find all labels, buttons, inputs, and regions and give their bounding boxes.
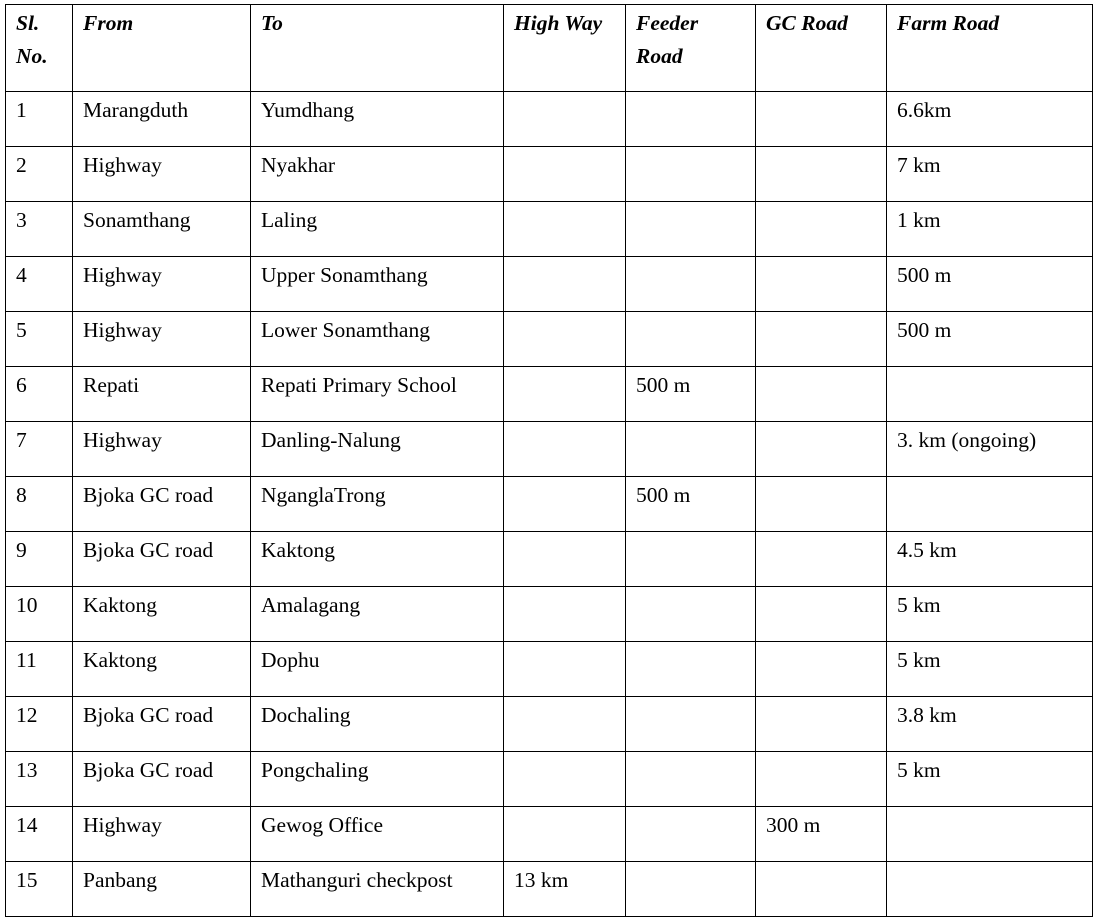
- cell-no: 2: [6, 147, 73, 202]
- cell-feeder-road: [626, 92, 756, 147]
- table-row: [6, 202, 1093, 257]
- table-row: [6, 312, 1093, 367]
- cell-highway: [504, 752, 626, 807]
- cell-no: 10: [6, 587, 73, 642]
- cell-no: 3: [6, 202, 73, 257]
- cell-gc-road: [756, 312, 887, 367]
- cell-feeder-road: [626, 587, 756, 642]
- table-row: [6, 587, 1093, 642]
- cell-no: 1: [6, 92, 73, 147]
- header-row: [6, 5, 1093, 92]
- cell-from: Highway: [73, 807, 251, 862]
- cell-highway: [504, 422, 626, 477]
- cell-highway: [504, 257, 626, 312]
- cell-from: Repati: [73, 367, 251, 422]
- cell-from: Highway: [73, 147, 251, 202]
- cell-farm-road: 5 km: [887, 752, 1093, 807]
- header-gc-road: GC Road: [756, 5, 887, 92]
- cell-from: Bjoka GC road: [73, 532, 251, 587]
- cell-to: Nyakhar: [251, 147, 504, 202]
- cell-highway: [504, 697, 626, 752]
- table-row: [6, 642, 1093, 697]
- cell-farm-road: 5 km: [887, 642, 1093, 697]
- cell-farm-road: 500 m: [887, 312, 1093, 367]
- cell-gc-road: [756, 202, 887, 257]
- table-row: [6, 862, 1093, 917]
- cell-feeder-road: [626, 147, 756, 202]
- header-sl-no: Sl. No.: [6, 5, 73, 92]
- table-row: [6, 92, 1093, 147]
- cell-no: 9: [6, 532, 73, 587]
- cell-gc-road: [756, 257, 887, 312]
- cell-feeder-road: [626, 422, 756, 477]
- cell-to: Danling-Nalung: [251, 422, 504, 477]
- header-to: To: [251, 5, 504, 92]
- cell-feeder-road: 500 m: [626, 367, 756, 422]
- cell-no: 11: [6, 642, 73, 697]
- cell-gc-road: [756, 697, 887, 752]
- cell-highway: [504, 367, 626, 422]
- cell-farm-road: [887, 477, 1093, 532]
- header-feeder-road: Feeder Road: [626, 5, 756, 92]
- cell-to: Mathanguri checkpost: [251, 862, 504, 917]
- cell-feeder-road: 500 m: [626, 477, 756, 532]
- cell-no: 4: [6, 257, 73, 312]
- cell-feeder-road: [626, 312, 756, 367]
- cell-no: 7: [6, 422, 73, 477]
- cell-to: Upper Sonamthang: [251, 257, 504, 312]
- cell-to: Yumdhang: [251, 92, 504, 147]
- cell-to: Dochaling: [251, 697, 504, 752]
- table-row: [6, 147, 1093, 202]
- cell-no: 14: [6, 807, 73, 862]
- cell-highway: [504, 642, 626, 697]
- cell-highway: [504, 312, 626, 367]
- cell-farm-road: 3.8 km: [887, 697, 1093, 752]
- cell-gc-road: [756, 862, 887, 917]
- cell-highway: [504, 202, 626, 257]
- cell-from: Highway: [73, 312, 251, 367]
- cell-to: Dophu: [251, 642, 504, 697]
- cell-gc-road: [756, 422, 887, 477]
- table-body: [6, 92, 1093, 917]
- cell-to: Repati Primary School: [251, 367, 504, 422]
- cell-farm-road: 7 km: [887, 147, 1093, 202]
- cell-gc-road: [756, 477, 887, 532]
- cell-highway: [504, 92, 626, 147]
- cell-from: Highway: [73, 422, 251, 477]
- table-row: [6, 697, 1093, 752]
- roads-table: [5, 4, 1093, 917]
- cell-feeder-road: [626, 807, 756, 862]
- cell-farm-road: 3. km (ongoing): [887, 422, 1093, 477]
- cell-farm-road: 1 km: [887, 202, 1093, 257]
- cell-farm-road: [887, 807, 1093, 862]
- cell-from: Kaktong: [73, 587, 251, 642]
- cell-farm-road: [887, 367, 1093, 422]
- cell-no: 6: [6, 367, 73, 422]
- cell-highway: 13 km: [504, 862, 626, 917]
- cell-feeder-road: [626, 697, 756, 752]
- cell-from: Highway: [73, 257, 251, 312]
- cell-highway: [504, 147, 626, 202]
- cell-from: Bjoka GC road: [73, 697, 251, 752]
- cell-farm-road: 500 m: [887, 257, 1093, 312]
- header-highway: High Way: [504, 5, 626, 92]
- cell-to: Lower Sonamthang: [251, 312, 504, 367]
- cell-highway: [504, 477, 626, 532]
- table-row: [6, 257, 1093, 312]
- cell-farm-road: 6.6km: [887, 92, 1093, 147]
- table-row: [6, 422, 1093, 477]
- table-row: [6, 367, 1093, 422]
- cell-gc-road: [756, 532, 887, 587]
- cell-no: 12: [6, 697, 73, 752]
- cell-gc-road: [756, 367, 887, 422]
- cell-from: Sonamthang: [73, 202, 251, 257]
- cell-feeder-road: [626, 257, 756, 312]
- cell-to: Pongchaling: [251, 752, 504, 807]
- cell-highway: [504, 807, 626, 862]
- cell-no: 13: [6, 752, 73, 807]
- cell-farm-road: 5 km: [887, 587, 1093, 642]
- cell-gc-road: [756, 642, 887, 697]
- cell-highway: [504, 532, 626, 587]
- cell-feeder-road: [626, 642, 756, 697]
- cell-from: Kaktong: [73, 642, 251, 697]
- cell-no: 8: [6, 477, 73, 532]
- header-farm-road: Farm Road: [887, 5, 1093, 92]
- table-row: [6, 532, 1093, 587]
- cell-gc-road: 300 m: [756, 807, 887, 862]
- table-row: [6, 752, 1093, 807]
- cell-feeder-road: [626, 752, 756, 807]
- cell-no: 5: [6, 312, 73, 367]
- cell-gc-road: [756, 147, 887, 202]
- cell-from: Panbang: [73, 862, 251, 917]
- cell-farm-road: [887, 862, 1093, 917]
- cell-highway: [504, 587, 626, 642]
- cell-gc-road: [756, 92, 887, 147]
- cell-feeder-road: [626, 862, 756, 917]
- table-row: [6, 807, 1093, 862]
- cell-gc-road: [756, 587, 887, 642]
- cell-to: Gewog Office: [251, 807, 504, 862]
- cell-feeder-road: [626, 202, 756, 257]
- table-row: [6, 477, 1093, 532]
- cell-no: 15: [6, 862, 73, 917]
- header-from: From: [73, 5, 251, 92]
- cell-to: Laling: [251, 202, 504, 257]
- cell-from: Marangduth: [73, 92, 251, 147]
- cell-from: Bjoka GC road: [73, 477, 251, 532]
- cell-to: NganglaTrong: [251, 477, 504, 532]
- cell-to: Amalagang: [251, 587, 504, 642]
- cell-gc-road: [756, 752, 887, 807]
- cell-to: Kaktong: [251, 532, 504, 587]
- cell-feeder-road: [626, 532, 756, 587]
- cell-from: Bjoka GC road: [73, 752, 251, 807]
- cell-farm-road: 4.5 km: [887, 532, 1093, 587]
